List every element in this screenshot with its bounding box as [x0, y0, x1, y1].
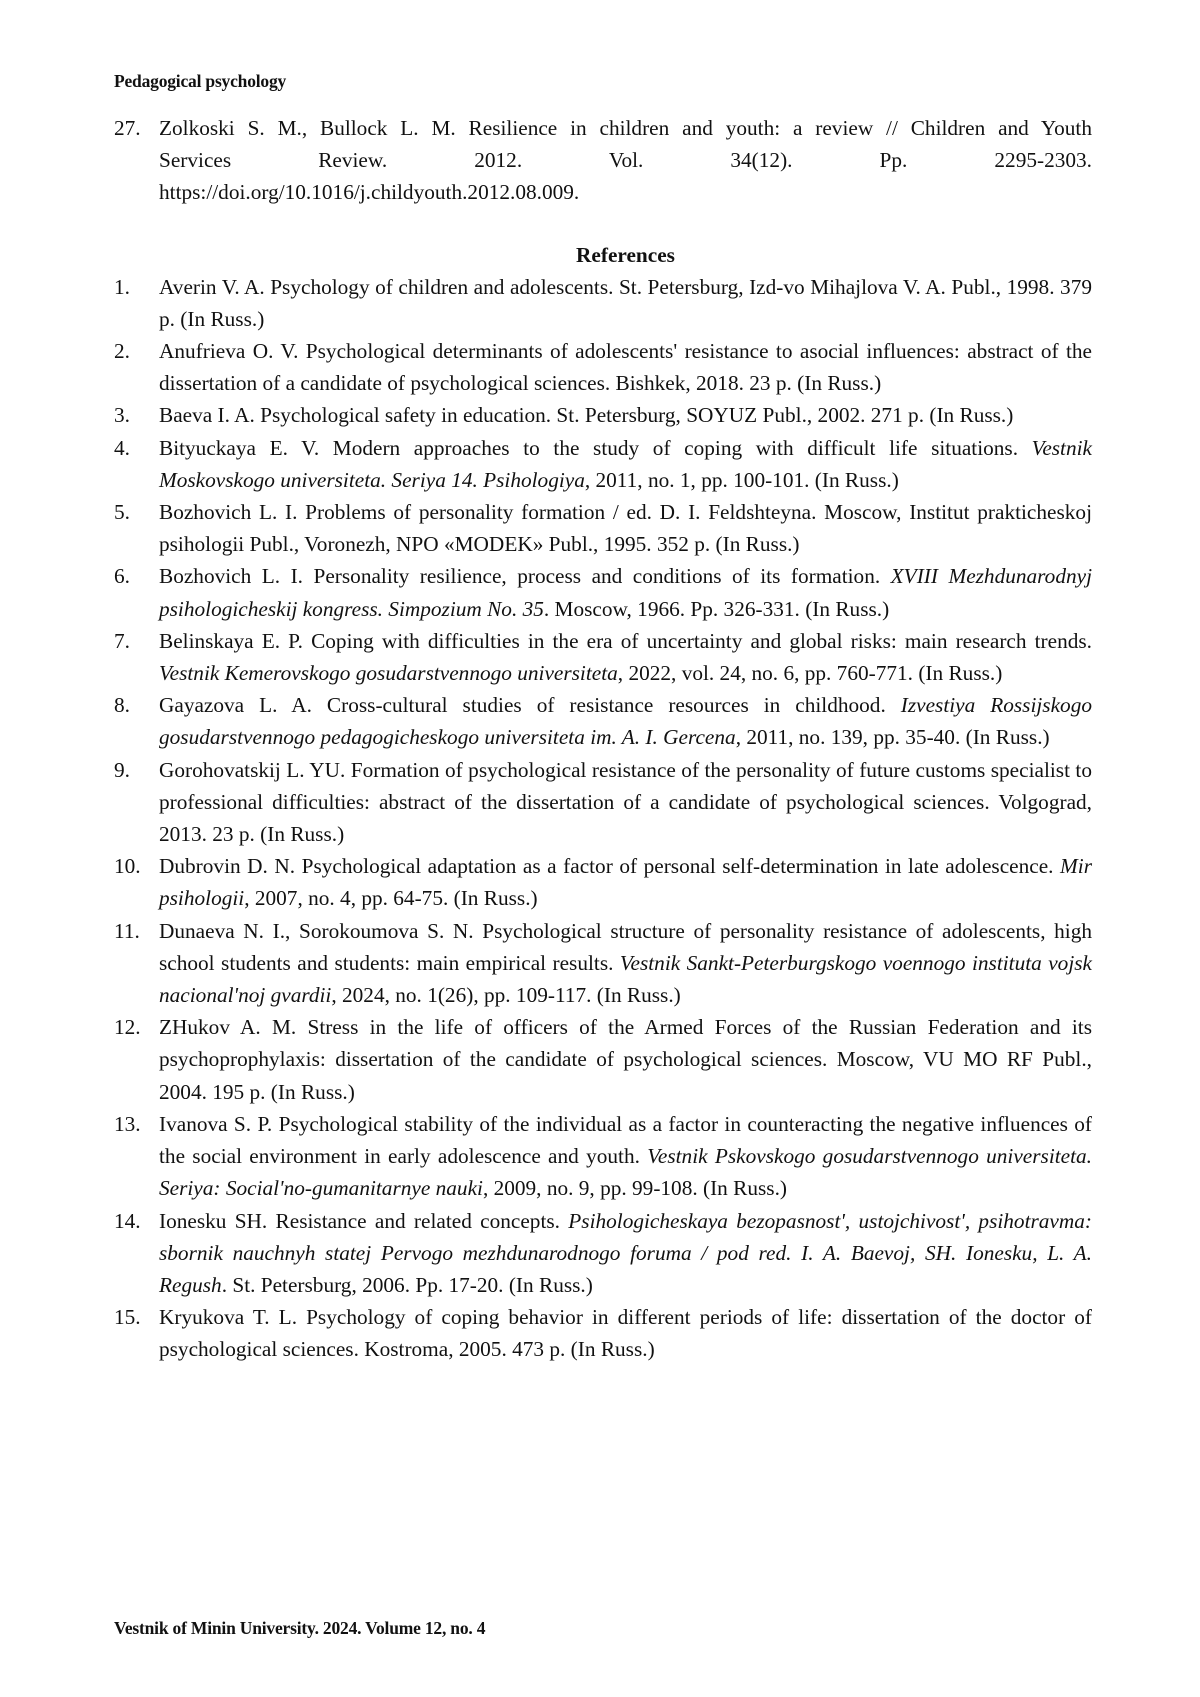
reference-text: [159, 335, 1092, 399]
running-footer: Vestnik of Minin University. 2024. Volume 12, no. 4: [114, 1618, 486, 1638]
reference-segment: Belinskaya E. P. Coping with difficulties in the era of uncertainty and global risks: main research trends.: [159, 628, 1092, 653]
reference-item-27: [114, 112, 1092, 209]
page-content: [114, 112, 1092, 1366]
reference-segment: Bityuckaya E. V. Modern approaches to the study of coping with difficult life situations.: [159, 435, 1032, 460]
reference-item: [114, 915, 1092, 1012]
reference-item: [114, 560, 1092, 624]
reference-item: [114, 754, 1092, 851]
reference-text: [159, 399, 1092, 431]
reference-number: 12.: [114, 1015, 141, 1040]
reference-segment: Dunaeva N. I., Sorokoumova S. N. Psychological structure of personality resistance of adolescents, high school students and students: main empirical results.: [159, 918, 1092, 975]
reference-source-title: Mir psihologii: [159, 854, 1092, 911]
reference-text: [159, 689, 1092, 753]
reference-number: 15.: [114, 1305, 141, 1330]
reference-list: [114, 271, 1092, 1366]
reference-item: [114, 1108, 1092, 1205]
reference-segment: Baeva I. A. Psychological safety in education. St. Petersburg, SOYUZ Publ., 2002. 271 p. (In Russ.): [159, 403, 1014, 428]
reference-number: 2.: [114, 339, 130, 364]
reference-source-title: Izvestiya Rossijskogo gosudarstvennogo pedagogicheskogo universiteta im. A. I. Gercena: [159, 693, 1092, 750]
reference-text: [159, 1301, 1092, 1365]
reference-number: 7.: [114, 628, 130, 653]
reference-text: [159, 271, 1092, 335]
reference-text: [159, 496, 1092, 560]
reference-item: [114, 689, 1092, 753]
running-header: Pedagogical psychology: [114, 71, 287, 91]
reference-segment: Gorohovatskij L. YU. Formation of psychological resistance of the personality of future customs specialist to professional difficulties: abstract of the dissertation of a candidate of psychological sciences. Volgograd, 2013. 23 p. (In Russ.): [159, 757, 1092, 847]
reference-segment: Ionesku SH. Resistance and related concepts.: [159, 1208, 569, 1233]
reference-segment: Averin V. A. Psychology of children and adolescents. St. Petersburg, Izd-vo Mihajlova V. A. Publ., 1998. 379 p. (In Russ.): [159, 274, 1092, 331]
reference-text: [159, 560, 1092, 624]
reference-number: 5.: [114, 500, 130, 525]
reference-text: [159, 1011, 1092, 1108]
reference-source-title: XVIII Mezhdunarodnyj psihologicheskij kongress. Simpozium No. 35: [159, 564, 1092, 621]
reference-text: [159, 432, 1092, 496]
reference-number: 10.: [114, 854, 141, 879]
reference-line: Zolkoski S. M., Bullock L. M. Resilience in children and youth: a review // Children and Youth: [159, 116, 1092, 140]
reference-segment: Ivanova S. P. Psychological stability of the individual as a factor in counteracting the negative influences of the social environment in early adolescence and youth.: [159, 1111, 1092, 1169]
references-heading: References: [576, 242, 675, 267]
reference-item: [114, 625, 1092, 689]
reference-segment: , 2024, no. 1(26), pp. 109-117. (In Russ.): [331, 983, 681, 1008]
reference-text: [159, 1108, 1092, 1205]
reference-text: [159, 112, 1092, 209]
reference-segment: Gayazova L. A. Cross-cultural studies of resistance resources in childhood.: [159, 693, 901, 718]
doi-link[interactable]: https://doi.org/10.1016/j.childyouth.2012.08.009.: [159, 180, 580, 205]
reference-line: Services Review. 2012. Vol. 34(12). Pp. 2295-2303.: [159, 148, 1092, 173]
reference-number: 1.: [114, 274, 130, 299]
reference-segment: , 2007, no. 4, pp. 64-75. (In Russ.): [244, 886, 538, 911]
reference-item: [114, 399, 1092, 431]
reference-item: [114, 850, 1092, 914]
reference-item: [114, 496, 1092, 560]
reference-segment: ZHukov A. M. Stress in the life of officers of the Armed Forces of the Russian Federation and its psychoprophylaxis: dissertation of the candidate of psychological sciences. Moscow, VU MO RF Publ., 2004. 195 p. (In Russ.): [159, 1015, 1092, 1104]
reference-source-title: Vestnik Sankt-Peterburgskogo voennogo instituta vojsk nacional'noj gvardii: [159, 950, 1092, 1008]
reference-text: [159, 1205, 1092, 1302]
reference-number: 4.: [114, 435, 130, 460]
reference-item: [114, 1205, 1092, 1302]
reference-source-title: Psihologicheskaya bezopasnost', ustojchivost', psihotravma: sbornik nauchnyh statej Pervogo mezhdunarodnogo foruma / pod red. I. A. Baevoj, SH. Ionesku, L. A. Regush: [159, 1208, 1092, 1297]
reference-text: [159, 915, 1092, 1012]
reference-number: 11.: [114, 918, 140, 943]
reference-source-title: Vestnik Moskovskogo universiteta. Seriya 14. Psihologiya: [159, 435, 1092, 492]
reference-number: 3.: [114, 403, 130, 428]
reference-segment: , 2011, no. 139, pp. 35-40. (In Russ.): [735, 725, 1050, 750]
reference-segment: . St. Petersburg, 2006. Pp. 17-20. (In Russ.): [221, 1272, 593, 1297]
reference-number: 13.: [114, 1111, 141, 1136]
reference-source-title: Vestnik Kemerovskogo gosudarstvennogo universiteta: [159, 661, 618, 686]
reference-number: 6.: [114, 564, 130, 589]
reference-item: [114, 335, 1092, 399]
reference-item: [114, 1301, 1092, 1365]
reference-segment: Dubrovin D. N. Psychological adaptation as a factor of personal self-determination in late adolescence.: [159, 854, 1061, 879]
reference-source-title: Vestnik Pskovskogo gosudarstvennogo universiteta. Seriya: Social'no-gumanitarnye nauki: [159, 1144, 1093, 1201]
reference-text: [159, 850, 1092, 914]
reference-text: [159, 625, 1092, 689]
reference-segment: Bozhovich L. I. Problems of personality formation / ed. D. I. Feldshteyna. Moscow, Institut prakticheskoj psihologii Publ., Voronezh, NPO «MODEK» Publ., 1995. 352 p. (In Russ.): [159, 500, 1092, 557]
reference-item: [114, 1011, 1092, 1108]
reference-segment: . Moscow, 1966. Pp. 326-331. (In Russ.): [543, 596, 890, 621]
reference-number: 9.: [114, 757, 130, 782]
reference-segment: Kryukova T. L. Psychology of coping behavior in different periods of life: dissertation of the doctor of psychological sciences. Kostroma, 2005. 473 p. (In Russ.): [159, 1305, 1092, 1362]
reference-number: 27.: [114, 116, 141, 140]
reference-number: 8.: [114, 693, 130, 718]
reference-segment: , 2022, vol. 24, no. 6, pp. 760-771. (In Russ.): [617, 661, 1003, 686]
reference-segment: , 2009, no. 9, pp. 99-108. (In Russ.): [482, 1176, 788, 1201]
reference-item: [114, 432, 1092, 496]
reference-segment: , 2011, no. 1, pp. 100-101. (In Russ.): [584, 467, 899, 492]
reference-number: 14.: [114, 1208, 141, 1233]
reference-segment: Anufrieva O. V. Psychological determinants of adolescents' resistance to asocial influences: abstract of the dissertation of a candidate of psychological sciences. Bishkek, 2018. 23 p. (In Russ.): [159, 339, 1092, 396]
reference-text: [159, 754, 1092, 851]
reference-segment: Bozhovich L. I. Personality resilience, process and conditions of its formation.: [159, 564, 891, 589]
reference-item: [114, 271, 1092, 335]
